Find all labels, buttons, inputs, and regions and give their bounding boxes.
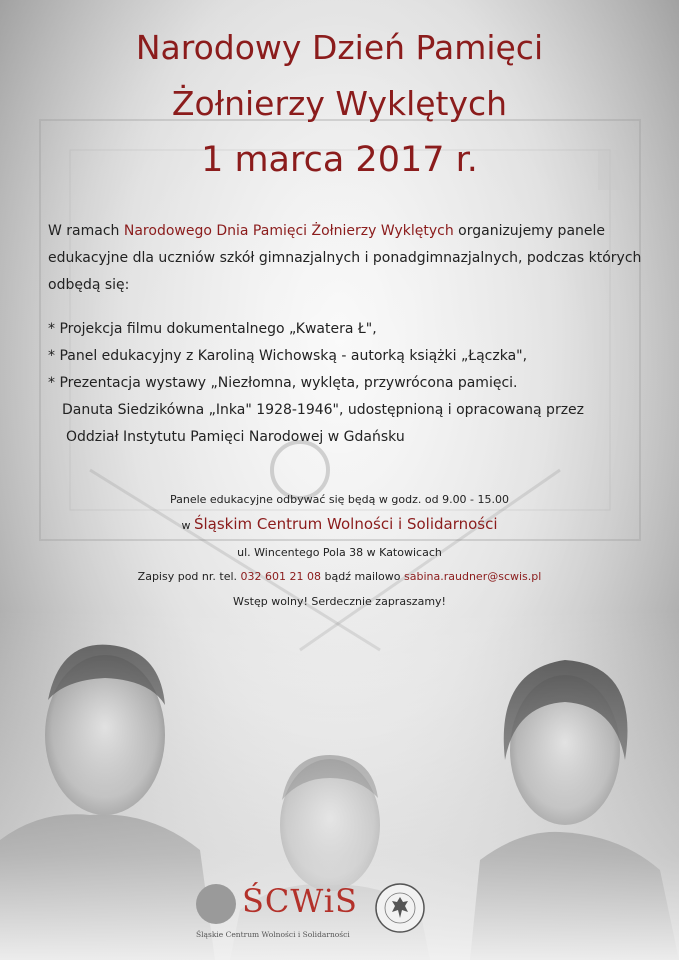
list-item: * Projekcja filmu dokumentalnego „Kwatera Ł", — [48, 321, 377, 337]
intro-paragraph — [48, 218, 648, 299]
program-list — [48, 316, 658, 451]
signup-prefix: Zapisy pod nr. tel. — [137, 570, 241, 583]
list-item: * Prezentacja wystawy „Niezłomna, wyklęta, przywrócona pamięci. — [48, 375, 518, 391]
intro-highlight: Narodowego Dnia Pamięci Żołnierzy Wyklętych — [123, 223, 454, 239]
venue-prefix: w — [181, 519, 194, 532]
address-text: ul. Wincentego Pola 38 w Katowicach — [237, 546, 442, 559]
intro-prefix: W ramach — [48, 223, 124, 239]
hours-text: Panele edukacyjne odbywać się będą w godz. od 9.00 - 15.00 — [169, 493, 510, 506]
scwis-logo-subtitle: Śląskie Centrum Wolności i Solidarności — [196, 930, 350, 939]
ipn-seal-icon — [374, 882, 426, 934]
welcome-text: Wstęp wolny! Serdecznie zapraszamy! — [233, 595, 446, 608]
scwis-logo-text: ŚCWiS — [242, 882, 358, 920]
signup-mid: bądź mailowo — [321, 570, 405, 583]
venue-name: Śląskim Centrum Wolności i Solidarności — [193, 515, 498, 533]
scwis-logo-circle — [196, 884, 236, 924]
signup-line — [0, 570, 679, 583]
title-line-2: Żołnierzy Wyklętych — [171, 84, 508, 123]
footer-logos — [196, 880, 436, 950]
email-link[interactable]: sabina.raudner@scwis.pl — [404, 570, 542, 583]
title-line-1: Narodowy Dzień Pamięci — [135, 28, 544, 67]
list-item-continuation: Danuta Siedzikówna „Inka" 1928-1946", udostępnioną i opracowaną przez — [62, 402, 585, 418]
phone-number[interactable]: 032 601 21 08 — [240, 570, 322, 583]
title-date: 1 marca 2017 r. — [201, 140, 478, 180]
intro-suffix: organizujemy panele edukacyjne dla uczniów szkół gimnazjalnych i ponadgimnazjalnych, podczas których odbędą się: — [48, 223, 642, 293]
venue-line — [0, 515, 679, 533]
list-item: * Panel edukacyjny z Karoliną Wichowską - autorką książki „Łączka", — [48, 348, 528, 364]
list-item-continuation: Oddział Instytutu Pamięci Narodowej w Gdańsku — [66, 429, 405, 445]
